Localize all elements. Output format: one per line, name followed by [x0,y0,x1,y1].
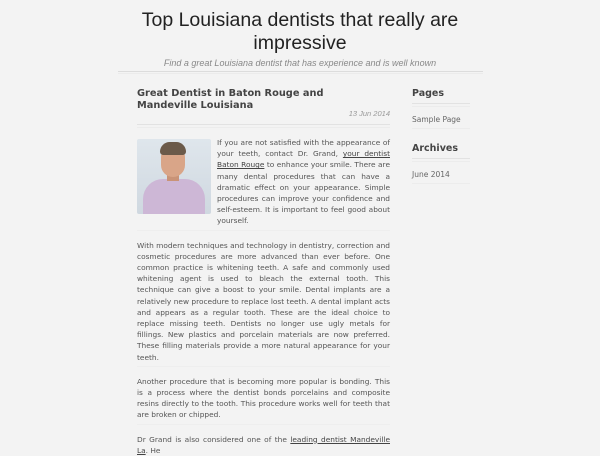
paragraph-divider [137,230,390,231]
photo-shirt [143,179,205,214]
header-divider [118,71,483,72]
paragraph-4-block [137,434,390,456]
paragraph-3: Another procedure that is becoming more popular is bonding. This is a process where the dentist bonds porcelains and composite resins directly to the tooth. This procedure works well for teeth that are broken or chipped. [137,376,390,420]
post-title-divider-secondary [137,127,390,128]
sidebar-link-june-2014[interactable]: June 2014 [412,170,450,179]
paragraph-divider [137,366,390,367]
dentist-mandeville-link[interactable]: leading dentist Mandeville La [137,434,390,455]
post-title-divider [137,124,390,125]
para4-text-after-link: . He [145,445,161,455]
sidebar-link-sample-page[interactable]: Sample Page [412,115,461,124]
header-divider-secondary [118,73,483,74]
paragraph-divider [137,424,390,425]
post-date: 13 Jun 2014 [348,109,390,118]
widget-divider-secondary [412,106,470,107]
paragraph-2: With modern techniques and technology in dentistry, correction and cosmetic procedures are more advanced than ever before. One common practice is whitening teeth. A safe and commonly used whitening agent is used to bleach the external tooth. This technique can give a boost to your smile. Dental implants are a relatively new procedure to replace lost teeth. A dental implant acts and appears as a regular tooth. These are the ideal choice to replace missing teeth. Dentists no longer use ugly metals for fillings. New plastics and porcelain materials are now preferred. These filling materials provide a more natural appearance for your teeth. [137,240,390,362]
photo-hair [160,142,186,155]
intro-text-after-link: to enhance your smile. There are many dental procedures that can have a dramatic effect on your appearance. Simple procedures can improve your confidence and self-esteem. It is important to feel good about yourself. [217,160,390,226]
post-title[interactable]: Great Dentist in Baton Rouge and Mandeville Louisiana [137,88,324,111]
pages-widget-title: Pages [412,88,445,99]
dentist-baton-rouge-link[interactable]: your dentist Baton Rouge [217,149,390,170]
archives-widget [412,143,470,184]
sidebar [412,88,470,184]
widget-divider [412,103,470,104]
paragraph-2-block [137,240,390,363]
pages-widget [412,88,470,129]
widget-item-divider [412,183,470,184]
paragraph-3-block [137,376,390,421]
post-intro [137,139,390,227]
intro-paragraph [217,137,390,227]
dentist-photo [137,139,211,214]
site-title[interactable]: Top Louisiana dentists that really are impressive [141,9,459,54]
widget-divider [412,158,470,159]
intro-text-before-link: If you are not satisfied with the appearance of your teeth, contact Dr. Grand, [217,138,390,159]
post-article [137,88,390,456]
archives-widget-title: Archives [412,143,458,154]
widget-item-divider [412,128,470,129]
widget-divider-secondary [412,161,470,162]
paragraph-4 [137,434,390,456]
site-description: Find a great Louisiana dentist that has experience and is well known [163,58,437,68]
site-header [0,0,600,68]
para4-text-before-link: Dr Grand is also considered one of the [137,434,291,444]
